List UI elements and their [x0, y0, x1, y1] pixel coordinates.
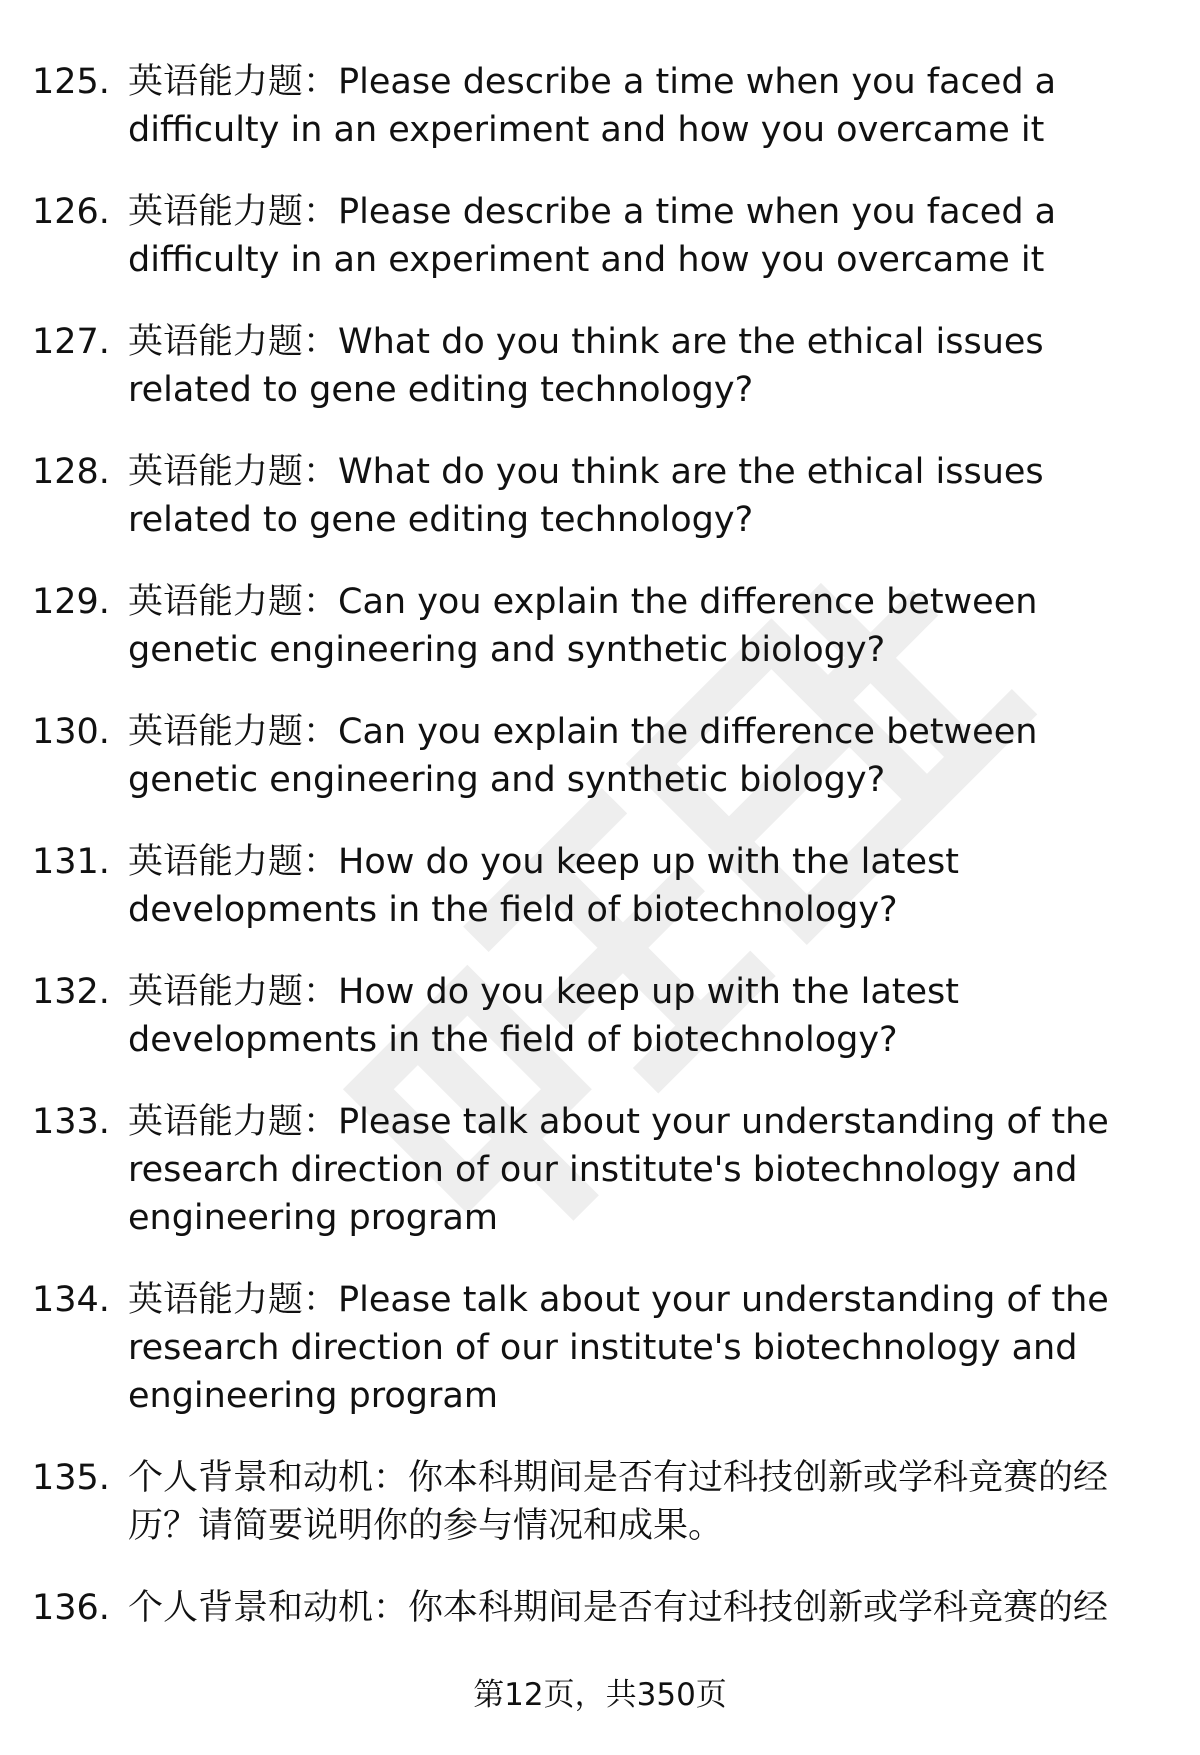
question-list	[32, 58, 1168, 1666]
question-category: 英语能力题：	[128, 322, 339, 362]
question-text	[128, 708, 1168, 804]
question-content: How do you keep up with the latest developments in the field of biotechnology?	[128, 972, 959, 1060]
question-category: 英语能力题：	[128, 192, 339, 232]
question-category: 英语能力题：	[128, 1280, 339, 1320]
question-category: 英语能力题：	[128, 972, 339, 1012]
question-content: Please describe a time when you faced a difficulty in an experiment and how you overcame it	[128, 62, 1057, 150]
question-number: 135.	[32, 1458, 110, 1498]
question-category: 英语能力题：	[128, 712, 339, 752]
question-category: 个人背景和动机：	[128, 1588, 409, 1628]
question-text	[128, 1098, 1168, 1242]
question-content: Please describe a time when you faced a difficulty in an experiment and how you overcame it	[128, 192, 1057, 280]
question-text	[128, 58, 1168, 154]
question-content: 你本科期间是否有过科技创新或学科竞赛的经	[408, 1588, 1109, 1628]
question-text	[128, 1454, 1168, 1550]
question-category: 英语能力题：	[128, 842, 339, 882]
question-item-127	[32, 318, 1168, 414]
question-content: Can you explain the difference between genetic engineering and synthetic biology?	[128, 582, 1038, 670]
question-number: 133.	[32, 1102, 110, 1142]
question-item-134	[32, 1276, 1168, 1420]
question-item-126	[32, 188, 1168, 284]
question-item-132	[32, 968, 1168, 1064]
question-category: 英语能力题：	[128, 1102, 339, 1142]
question-number: 127.	[32, 322, 110, 362]
question-number: 129.	[32, 582, 110, 622]
question-content: What do you think are the ethical issues related to gene editing technology?	[128, 322, 1044, 410]
question-category: 英语能力题：	[128, 62, 339, 102]
question-number: 128.	[32, 452, 110, 492]
question-item-129	[32, 578, 1168, 674]
question-number: 126.	[32, 192, 110, 232]
question-item-131	[32, 838, 1168, 934]
question-category: 个人背景和动机：	[128, 1458, 409, 1498]
question-text	[128, 578, 1168, 674]
question-content: How do you keep up with the latest developments in the field of biotechnology?	[128, 842, 959, 930]
question-category: 英语能力题：	[128, 582, 339, 622]
page-footer: 第12页，共350页	[473, 1677, 727, 1713]
question-item-128	[32, 448, 1168, 544]
question-item-133	[32, 1098, 1168, 1242]
question-content: Can you explain the difference between genetic engineering and synthetic biology?	[128, 712, 1038, 800]
question-text	[128, 838, 1168, 934]
question-item-125	[32, 58, 1168, 154]
question-text	[128, 188, 1168, 284]
question-number: 130.	[32, 712, 110, 752]
question-text	[128, 1276, 1168, 1420]
question-text	[128, 1584, 1168, 1632]
question-content: 你本科期间是否有过科技创新或学科竞赛的经历？请简要说明你的参与情况和成果。	[128, 1458, 1109, 1546]
question-number: 134.	[32, 1280, 110, 1320]
question-text	[128, 448, 1168, 544]
question-number: 125.	[32, 62, 110, 102]
question-item-130	[32, 708, 1168, 804]
question-item-136	[32, 1584, 1168, 1632]
question-item-135	[32, 1454, 1168, 1550]
question-number: 132.	[32, 972, 110, 1012]
question-content: What do you think are the ethical issues related to gene editing technology?	[128, 452, 1044, 540]
question-text	[128, 968, 1168, 1064]
question-number: 136.	[32, 1588, 110, 1628]
question-category: 英语能力题：	[128, 452, 339, 492]
question-number: 131.	[32, 842, 110, 882]
question-text	[128, 318, 1168, 414]
question-content: Please talk about your understanding of the research direction of our institute's biotechnology and engineering program	[128, 1280, 1109, 1416]
question-content: Please talk about your understanding of the research direction of our institute's biotechnology and engineering program	[128, 1102, 1109, 1238]
